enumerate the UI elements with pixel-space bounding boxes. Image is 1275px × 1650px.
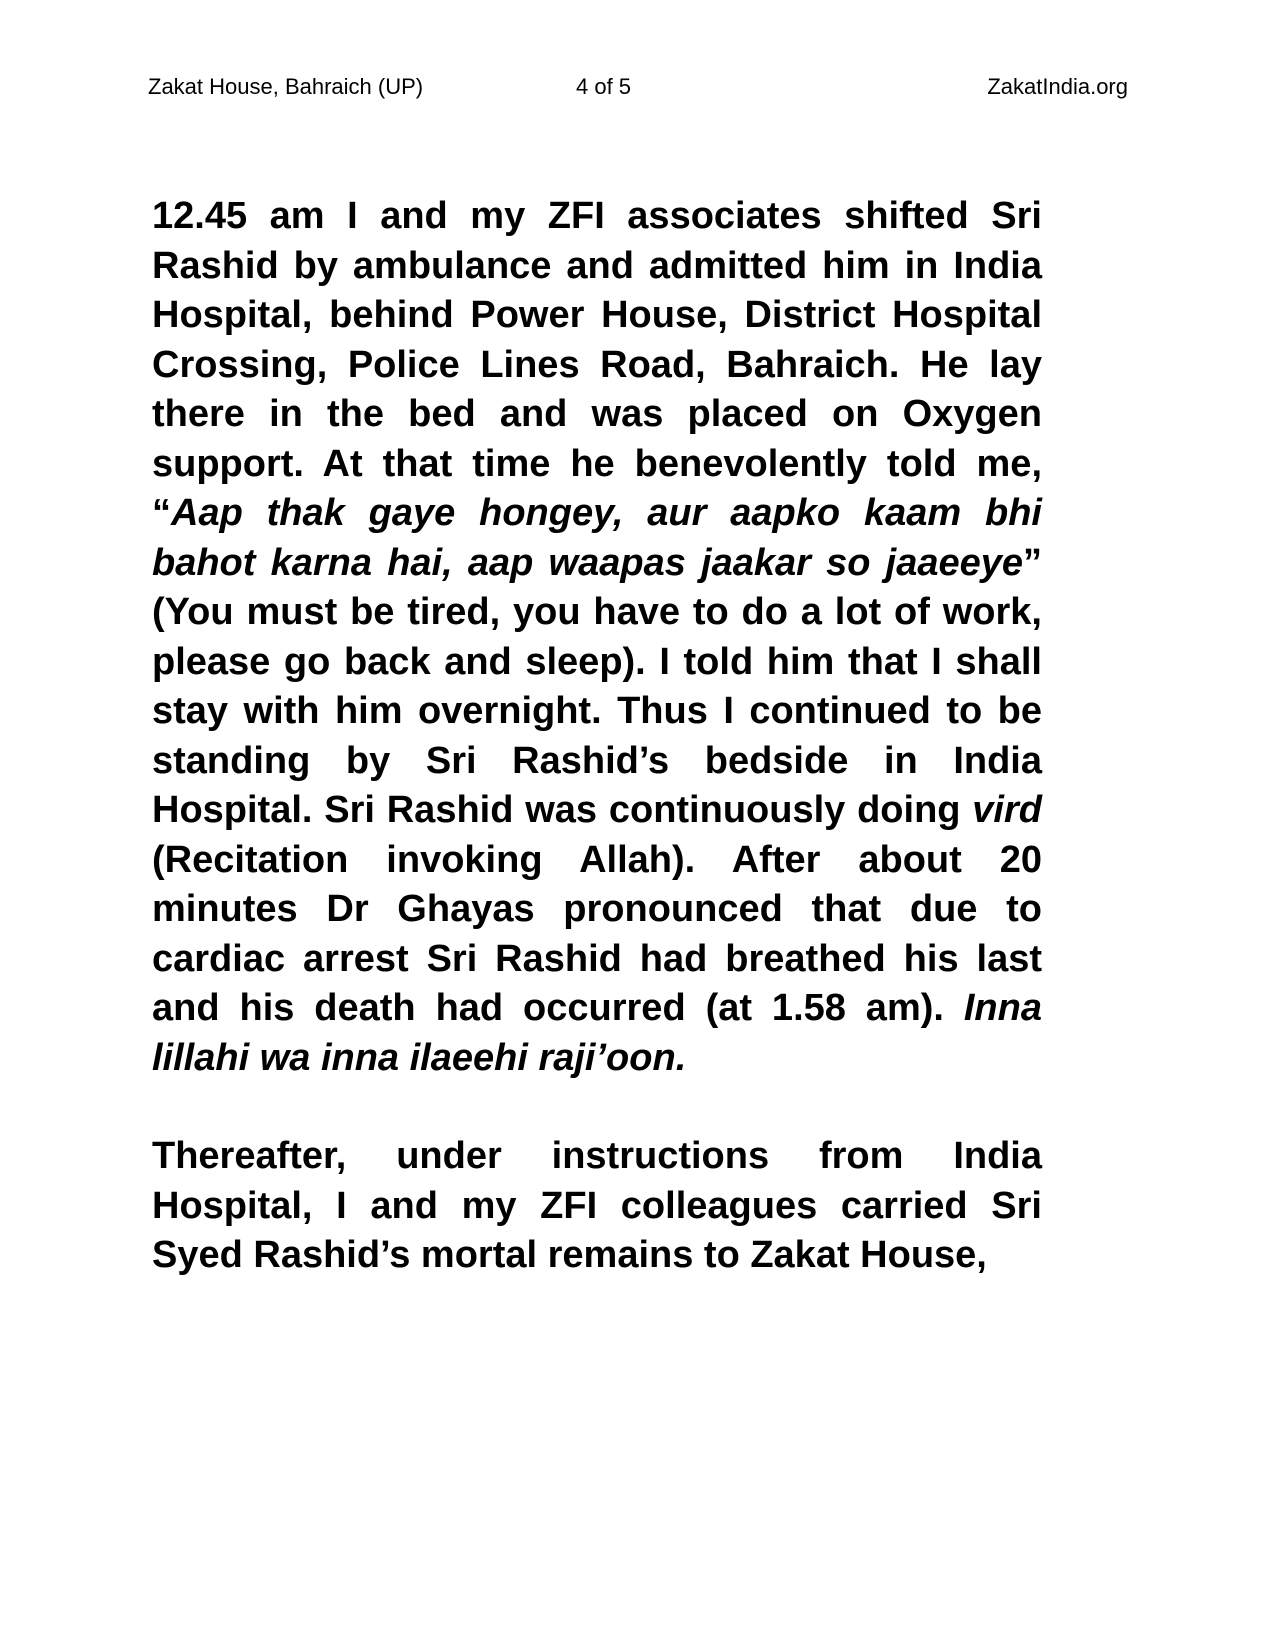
paragraph-1-text-3: (Recitation invoking Allah). After about 20 minutes Dr Ghayas pronounced that due to cardiac arrest Sri Rashid had breathed his last and his death had occurred (at 1.58 am). [152,838,1042,1029]
page-header [148,72,1128,102]
document-body [152,192,1042,1281]
term-vird: vird [972,789,1042,831]
paragraph-2: Thereafter, under instructions from India Hospital, I and my ZFI colleagues carried Sri Syed Rashid’s mortal remains to Zakat House, [152,1135,1042,1276]
header-page-number: 4 of 5 [576,74,632,99]
paragraph-1-text-2: ” (You must be tired, you have to do a lot of work, please go back and sleep). I told him that I shall stay with him overnight. Thus I continued to be standing by Sri Rashid’s bedside in India Hospital. Sri Rashid was continuously doing [152,541,1042,831]
header-website: ZakatIndia.org [987,74,1128,99]
paragraph-1-text-1: 12.45 am I and my ZFI associates shifted Sri Rashid by ambulance and admitted him in India Hospital, behind Power House, District Hospital Crossing, Police Lines Road, Bahraich. He lay there in the bed and was placed on Oxygen support. At that time he benevolently told me, “ [152,195,1042,534]
paragraph-1 [152,192,1042,1083]
quote-hindi: Aap thak gaye hongey, aur aapko kaam bhi bahot karna hai, aap waapas jaakar so jaaeeye [152,492,1042,584]
header-location: Zakat House, Bahraich (UP) [148,74,424,99]
prayer-phrase: Inna lillahi wa inna ilaeehi raji’oon. [152,987,1042,1079]
